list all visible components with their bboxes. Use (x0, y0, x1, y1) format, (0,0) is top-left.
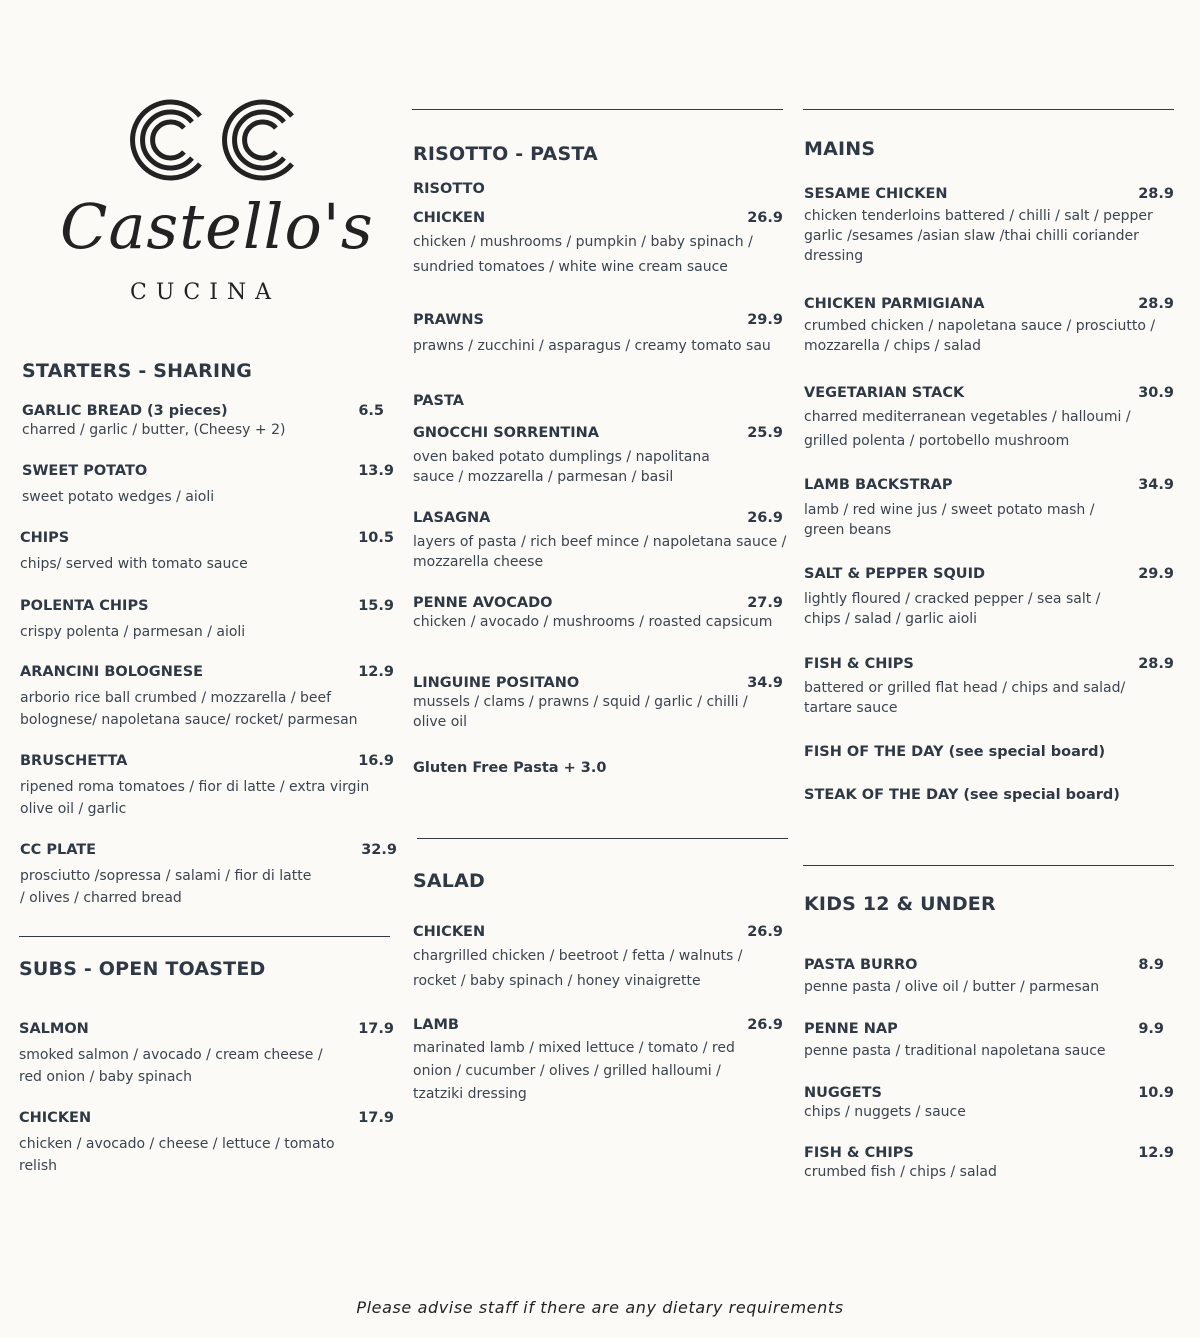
divider (803, 865, 1174, 866)
item-desc: chargrilled chicken / beetroot / fetta / walnuts / rocket / baby spinach / honey vinaigrette (413, 948, 743, 989)
divider (412, 109, 783, 110)
item-price: 27.9 (747, 595, 783, 611)
item-name: BRUSCHETTA (20, 753, 128, 769)
item-desc: crumbed fish / chips / salad (804, 1164, 997, 1180)
menu-item (20, 663, 394, 731)
menu-item (20, 752, 394, 820)
item-name: VEGETARIAN STACK (804, 385, 965, 401)
item-desc: arborio rice ball crumbed / mozzarella / beef bolognese/ napoletana sauce/ rocket/ parmesan (20, 690, 358, 728)
item-price: 28.9 (1138, 186, 1174, 202)
item-name: SALMON (19, 1021, 89, 1037)
item-name: SWEET POTATO (22, 463, 148, 479)
menu-item (804, 185, 1174, 266)
item-price: 29.9 (1138, 566, 1174, 582)
logo-script-name: Castello's (60, 190, 374, 263)
item-desc: marinated lamb / mixed lettuce / tomato / red onion / cucumber / olives / grilled halloumi / tzatziki dressing (413, 1040, 735, 1102)
item-price: 8.9 (1138, 957, 1164, 973)
item-name: PASTA BURRO (804, 957, 918, 973)
menu-item (413, 674, 783, 732)
risotto-label: RISOTTO (413, 181, 485, 197)
steak-of-day-note: STEAK OF THE DAY (see special board) (804, 787, 1120, 803)
item-name: PENNE AVOCADO (413, 595, 553, 611)
divider (803, 109, 1174, 110)
item-name: SESAME CHICKEN (804, 186, 948, 202)
item-desc: chicken / avocado / cheese / lettuce / tomato relish (19, 1136, 335, 1174)
item-price: 28.9 (1138, 296, 1174, 312)
item-price: 9.9 (1138, 1021, 1164, 1037)
menu-item (20, 597, 394, 643)
risotto-pasta-title: RISOTTO - PASTA (413, 143, 598, 165)
logo-sub-name: CUCINA (130, 280, 281, 305)
salad-title: SALAD (413, 870, 485, 892)
item-desc: chicken / mushrooms / pumpkin / baby spinach / sundried tomatoes / white wine cream sauce (413, 234, 753, 275)
item-price: 26.9 (747, 510, 783, 526)
item-name: FISH & CHIPS (804, 656, 914, 672)
menu-item (804, 1084, 1174, 1122)
starters-title: STARTERS - SHARING (22, 360, 253, 382)
menu-item (413, 424, 783, 487)
item-desc: lightly floured / cracked pepper / sea salt / chips / salad / garlic aioli (804, 591, 1101, 627)
subs-title: SUBS - OPEN TOASTED (19, 958, 266, 980)
menu-item (804, 1020, 1164, 1061)
item-price: 13.9 (358, 463, 394, 479)
item-desc: charred / garlic / butter, (Cheesy + 2) (22, 422, 286, 438)
item-desc: charred mediterranean vegetables / halloumi / grilled polenta / portobello mushroom (804, 409, 1131, 449)
cc-monogram-icon (112, 90, 302, 190)
item-price: 28.9 (1138, 656, 1174, 672)
item-desc: chicken tenderloins battered / chilli / salt / pepper garlic /sesames /asian slaw /thai chilli coriander dressing (804, 208, 1153, 264)
menu-item (804, 476, 1174, 540)
menu-item (20, 841, 397, 909)
item-name: POLENTA CHIPS (20, 598, 149, 614)
kids-title: KIDS 12 & UNDER (804, 893, 996, 915)
item-name: CC PLATE (20, 842, 97, 858)
item-name: PRAWNS (413, 312, 484, 328)
menu-item (413, 209, 783, 280)
item-desc: prosciutto /sopressa / salami / fior di latte / olives / charred bread (20, 868, 312, 906)
menu-item (413, 311, 783, 357)
item-price: 12.9 (358, 664, 394, 680)
menu-item (804, 295, 1174, 356)
menu-item (20, 529, 394, 575)
item-name: CHICKEN (413, 210, 486, 226)
item-name: LINGUINE POSITANO (413, 675, 580, 691)
item-name: SALT & PEPPER SQUID (804, 566, 986, 582)
fish-of-day-note: FISH OF THE DAY (see special board) (804, 744, 1106, 760)
item-name: FISH & CHIPS (804, 1145, 914, 1161)
menu-item (804, 1144, 1174, 1182)
item-desc: sweet potato wedges / aioli (22, 489, 215, 505)
item-desc: crumbed chicken / napoletana sauce / prosciutto / mozzarella / chips / salad (804, 318, 1156, 354)
menu-item (19, 1020, 394, 1088)
item-desc: chicken / avocado / mushrooms / roasted capsicum (413, 614, 773, 630)
menu-item (413, 594, 783, 632)
item-name: CHICKEN (413, 924, 486, 940)
item-name: LASAGNA (413, 510, 491, 526)
menu-item (804, 655, 1174, 718)
menu-item (413, 1016, 783, 1106)
gluten-free-note: Gluten Free Pasta + 3.0 (413, 760, 607, 776)
item-desc: oven baked potato dumplings / napolitana sauce / mozzarella / parmesan / basil (413, 449, 710, 485)
item-price: 26.9 (747, 924, 783, 940)
item-name: GNOCCHI SORRENTINA (413, 425, 600, 441)
item-desc: prawns / zucchini / asparagus / creamy tomato sau (413, 338, 771, 354)
item-price: 34.9 (747, 675, 783, 691)
item-desc: crispy polenta / parmesan / aioli (20, 624, 246, 640)
item-desc: ripened roma tomatoes / fior di latte / extra virgin olive oil / garlic (20, 779, 370, 817)
divider (19, 936, 390, 937)
item-name: PENNE NAP (804, 1021, 898, 1037)
item-desc: layers of pasta / rich beef mince / napoletana sauce / mozzarella cheese (413, 534, 787, 570)
menu-item (22, 462, 394, 508)
item-desc: chips/ served with tomato sauce (20, 556, 248, 572)
item-name: NUGGETS (804, 1085, 882, 1101)
item-name: LAMB (413, 1017, 459, 1033)
divider (417, 838, 788, 839)
item-name: LAMB BACKSTRAP (804, 477, 953, 493)
item-desc: battered or grilled flat head / chips and salad/ tartare sauce (804, 680, 1126, 716)
menu-item (413, 509, 787, 572)
item-name: ARANCINI BOLOGNESE (20, 664, 204, 680)
item-name: GARLIC BREAD (3 pieces) (22, 403, 228, 419)
item-price: 29.9 (747, 312, 783, 328)
item-price: 34.9 (1138, 477, 1174, 493)
item-price: 12.9 (1138, 1145, 1174, 1161)
menu-item (22, 402, 384, 440)
item-price: 17.9 (358, 1110, 394, 1126)
dietary-footer-note: Please advise staff if there are any dietary requirements (356, 1298, 844, 1317)
item-price: 25.9 (747, 425, 783, 441)
item-desc: chips / nuggets / sauce (804, 1104, 966, 1120)
item-desc: smoked salmon / avocado / cream cheese / red onion / baby spinach (19, 1047, 323, 1085)
mains-title: MAINS (804, 138, 876, 160)
item-name: CHICKEN (19, 1110, 92, 1126)
item-desc: mussels / clams / prawns / squid / garlic / chilli / olive oil (413, 694, 748, 730)
menu-item (804, 565, 1174, 629)
menu-item (804, 956, 1164, 997)
menu-item (804, 384, 1174, 453)
item-price: 16.9 (358, 753, 394, 769)
item-price: 10.5 (358, 530, 394, 546)
item-price: 32.9 (361, 842, 397, 858)
item-price: 26.9 (747, 210, 783, 226)
item-price: 10.9 (1138, 1085, 1174, 1101)
item-price: 17.9 (358, 1021, 394, 1037)
menu-item (413, 923, 783, 994)
item-desc: penne pasta / olive oil / butter / parmesan (804, 979, 1100, 995)
item-name: CHIPS (20, 530, 70, 546)
item-desc: lamb / red wine jus / sweet potato mash / green beans (804, 502, 1095, 538)
item-desc: penne pasta / traditional napoletana sauce (804, 1043, 1106, 1059)
item-price: 26.9 (747, 1017, 783, 1033)
pasta-label: PASTA (413, 393, 464, 409)
item-price: 15.9 (358, 598, 394, 614)
menu-item (19, 1109, 394, 1177)
item-name: CHICKEN PARMIGIANA (804, 296, 985, 312)
item-price: 30.9 (1138, 385, 1174, 401)
item-price: 6.5 (358, 403, 384, 419)
